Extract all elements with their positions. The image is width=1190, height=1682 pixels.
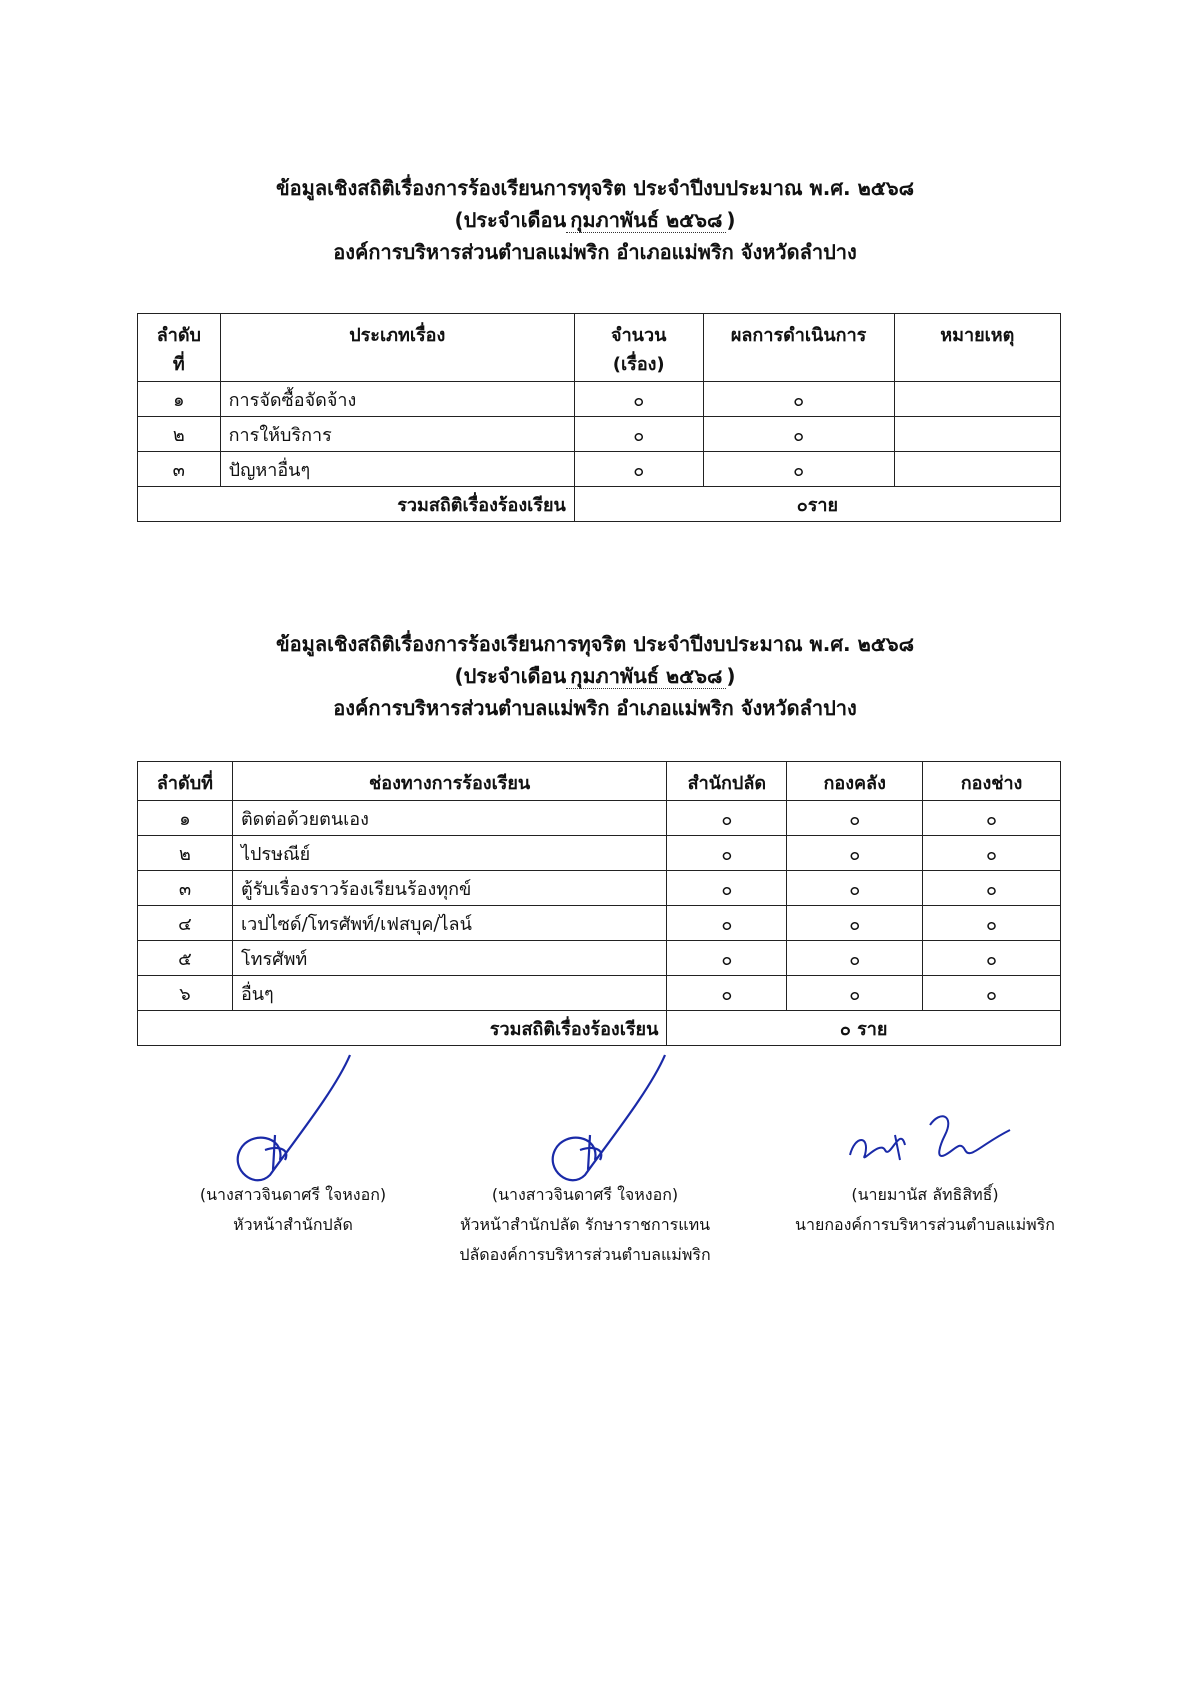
signer-position: หัวหน้าสำนักปลัด xyxy=(233,1215,353,1234)
section2-month-value: กุมภาพันธ์ ๒๕๖๘ xyxy=(566,664,726,689)
signature-block-3 xyxy=(765,1180,1085,1240)
complaint-type-table xyxy=(137,313,1061,522)
header-order: ลำดับ ที่ xyxy=(138,314,221,382)
table-row: ๓ ปัญหาอื่นๆ ๐ ๐ xyxy=(138,452,1061,487)
header-count: จำนวน (เรื่อง) xyxy=(574,314,703,382)
table-row: ๑ การจัดซื้อจัดจ้าง ๐ ๐ xyxy=(138,382,1061,417)
signature-2-image xyxy=(540,1050,690,1190)
signer-position: นายกองค์การบริหารส่วนตำบลแม่พริก xyxy=(795,1215,1055,1234)
signature-3-image xyxy=(845,1105,1015,1175)
signer-position-2: ปลัดองค์การบริหารส่วนตำบลแม่พริก xyxy=(459,1245,711,1264)
section1-heading xyxy=(0,172,1190,268)
section2-heading xyxy=(0,628,1190,724)
header-type: ประเภทเรื่อง xyxy=(220,314,574,382)
table-row: ๕ โทรศัพท์ ๐ ๐ ๐ xyxy=(138,941,1061,976)
table-header-row xyxy=(138,762,1061,801)
signer-name: (นางสาวจินดาศรี ใจหงอก) xyxy=(199,1185,387,1204)
section2-month: (ประจำเดือน กุมภาพันธ์ ๒๕๖๘ ) xyxy=(454,664,736,688)
table-row: ๖ อื่นๆ ๐ ๐ ๐ xyxy=(138,976,1061,1011)
table-row: ๔ เวปไซด์/โทรศัพท์/เฟสบุค/ไลน์ ๐ ๐ ๐ xyxy=(138,906,1061,941)
section2-org: องค์การบริหารส่วนตำบลแม่พริก อำเภอแม่พริก จังหวัดลำปาง xyxy=(333,696,857,720)
signer-name: (นายมานัส ลัทธิสิทธิ์) xyxy=(851,1185,999,1204)
header-result: ผลการดำเนินการ xyxy=(703,314,894,382)
section1-month: (ประจำเดือน กุมภาพันธ์ ๒๕๖๘ ) xyxy=(454,208,736,232)
complaint-channel-table xyxy=(137,761,1061,1046)
table-total-row: รวมสถิติเรื่องร้องเรียน ๐ราย xyxy=(138,487,1061,522)
signer-position: หัวหน้าสำนักปลัด รักษาราชการแทน xyxy=(459,1215,711,1234)
table-row: ๒ ไปรษณีย์ ๐ ๐ ๐ xyxy=(138,836,1061,871)
table-row: ๒ การให้บริการ ๐ ๐ xyxy=(138,417,1061,452)
table-header-row xyxy=(138,314,1061,382)
header-remark: หมายเหตุ xyxy=(894,314,1060,382)
section1-org: องค์การบริหารส่วนตำบลแม่พริก อำเภอแม่พริก จังหวัดลำปาง xyxy=(333,240,857,264)
table-total-row: รวมสถิติเรื่องร้องเรียน ๐ ราย xyxy=(138,1011,1061,1046)
header-office: สำนักปลัด xyxy=(667,762,787,801)
header-channel: ช่องทางการร้องเรียน xyxy=(232,762,666,801)
header-order: ลำดับที่ xyxy=(138,762,233,801)
table-row: ๑ ติดต่อด้วยตนเอง ๐ ๐ ๐ xyxy=(138,801,1061,836)
signature-1-image xyxy=(225,1050,375,1190)
signer-name: (นางสาวจินดาศรี ใจหงอก) xyxy=(491,1185,679,1204)
signature-block-1 xyxy=(133,1180,453,1240)
header-finance: กองคลัง xyxy=(787,762,923,801)
section1-title: ข้อมูลเชิงสถิติเรื่องการร้องเรียนการทุจริต ประจำปีงบประมาณ พ.ศ. ๒๕๖๘ xyxy=(275,176,915,200)
section1-month-value: กุมภาพันธ์ ๒๕๖๘ xyxy=(566,208,726,233)
table-row: ๓ ตู้รับเรื่องราวร้องเรียนร้องทุกข์ ๐ ๐ ๐ xyxy=(138,871,1061,906)
section2-title: ข้อมูลเชิงสถิติเรื่องการร้องเรียนการทุจริต ประจำปีงบประมาณ พ.ศ. ๒๕๖๘ xyxy=(275,632,915,656)
signature-block-2 xyxy=(425,1180,745,1270)
header-engineering: กองช่าง xyxy=(923,762,1061,801)
